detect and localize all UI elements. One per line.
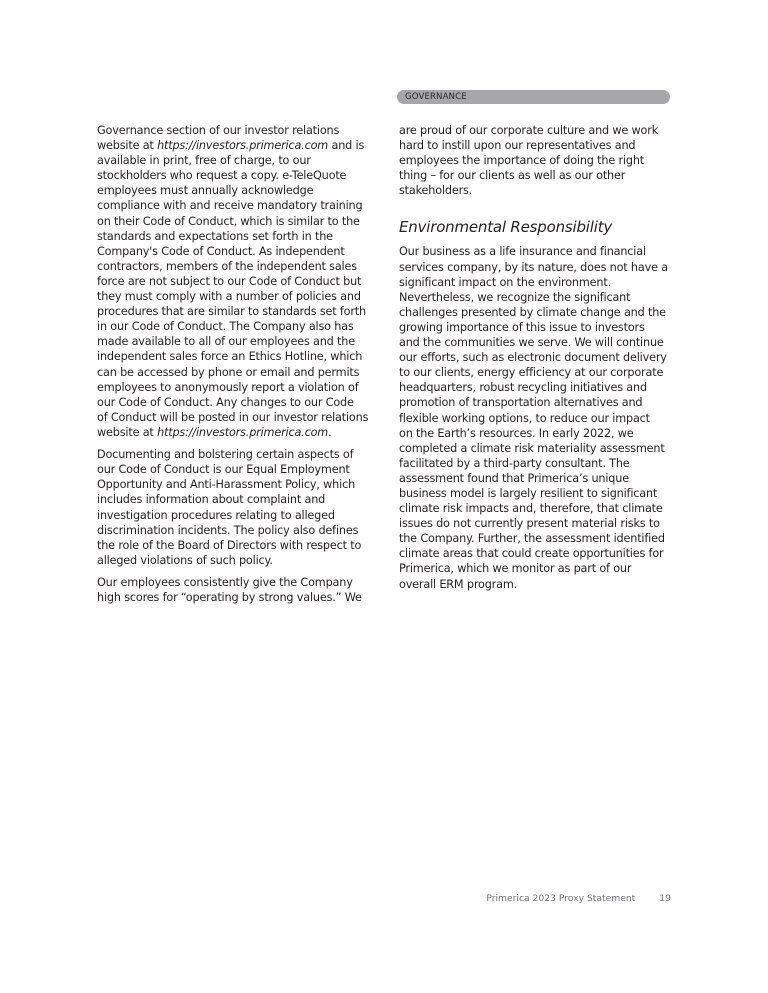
text-line: are proud of our corporate culture and we work bbox=[399, 124, 659, 137]
text-line: they must comply with a number of policies and bbox=[97, 290, 361, 304]
text-line: the Company. Further, the assessment identified bbox=[399, 532, 665, 546]
text-line: compliance with and receive mandatory training bbox=[97, 199, 363, 213]
text-line: procedures that are similar to standards set forth bbox=[97, 305, 366, 319]
paragraph-corporate-culture bbox=[399, 123, 673, 198]
paragraph-code-of-conduct bbox=[97, 123, 373, 440]
footer-document-title: Primerica 2023 Proxy Statement bbox=[486, 893, 636, 904]
paragraph-environmental bbox=[399, 244, 673, 591]
text-line: employees must annually acknowledge bbox=[97, 184, 314, 198]
text-line: significant impact on the environment. bbox=[399, 275, 611, 289]
section-tag-governance bbox=[397, 90, 670, 104]
text-line: Company's Code of Conduct. As independent bbox=[97, 244, 345, 258]
text-line: stockholders who request a copy. e-TeleQuote bbox=[97, 169, 347, 183]
text-line: Our business as a life insurance and financial bbox=[399, 245, 646, 259]
text-line: Nevertheless, we recognize the significant bbox=[399, 290, 631, 304]
left-column bbox=[97, 123, 373, 612]
text-line: to our clients, energy efficiency at our corporate bbox=[399, 366, 664, 380]
text-line: our efforts, such as electronic document delivery bbox=[399, 351, 667, 365]
text-line: hard to instill upon our representatives and bbox=[399, 139, 636, 153]
text-line: our Code of Conduct. Any changes to our Code bbox=[97, 395, 354, 409]
url-link-text: https://investors.primerica.com bbox=[157, 425, 329, 439]
text-line: force are not subject to our Code of Conduct but bbox=[97, 274, 362, 288]
text-line: high scores for “operating by strong values.” We bbox=[97, 591, 362, 605]
text-line: issues do not currently present material risks to bbox=[399, 517, 660, 531]
text-line: website at https://investors.primerica.com and is bbox=[97, 139, 365, 153]
text-line: stakeholders. bbox=[399, 184, 473, 198]
text-line: website at https://investors.primerica.com. bbox=[97, 425, 332, 439]
text-line: Primerica, which we monitor as part of our bbox=[399, 562, 632, 576]
text-line: our Code of Conduct is our Equal Employment bbox=[97, 463, 350, 477]
text-line: in our Code of Conduct. The Company also has bbox=[97, 320, 354, 334]
text-line: can be accessed by phone or email and permits bbox=[97, 365, 360, 379]
text-line: standards and expectations set forth in the bbox=[97, 229, 333, 243]
text-line: Documenting and bolstering certain aspects of bbox=[97, 448, 354, 462]
text-line: thing – for our clients as well as our other bbox=[399, 169, 626, 183]
text-line: and the communities we serve. We will continue bbox=[399, 336, 664, 350]
section-tag-label: GOVERNANCE bbox=[405, 92, 467, 102]
text-line: assessment found that Primerica’s unique bbox=[399, 471, 629, 485]
text-line: growing importance of this issue to investors bbox=[399, 320, 645, 334]
text-line: services company, by its nature, does not have a bbox=[399, 260, 668, 274]
text-line: facilitated by a third-party consultant. The bbox=[399, 456, 630, 470]
text-line: Our employees consistently give the Company bbox=[97, 576, 353, 590]
text-line: independent sales force an Ethics Hotline, which bbox=[97, 350, 363, 364]
text-line: alleged violations of such policy. bbox=[97, 553, 273, 567]
text-line: on the Earth’s resources. In early 2022, we bbox=[399, 426, 634, 440]
text-line: on their Code of Conduct, which is similar to the bbox=[97, 214, 360, 228]
heading-environmental-responsibility: Environmental Responsibility bbox=[399, 218, 613, 237]
page-footer bbox=[460, 893, 671, 905]
text-line: made available to all of our employees and the bbox=[97, 335, 355, 349]
text-line: includes information about complaint and bbox=[97, 493, 326, 507]
text-line: the role of the Board of Directors with respect to bbox=[97, 538, 362, 552]
text-line: employees the importance of doing the right bbox=[399, 154, 645, 168]
text-line: investigation procedures relating to alleged bbox=[97, 508, 335, 522]
text-line: headquarters, robust recycling initiatives and bbox=[399, 381, 647, 395]
text-line: Opportunity and Anti-Harassment Policy, which bbox=[97, 478, 356, 492]
paragraph-strong-values bbox=[97, 575, 373, 605]
paragraph-eeo-policy bbox=[97, 447, 373, 568]
text-line: discrimination incidents. The policy also defines bbox=[97, 523, 359, 537]
text-line: employees to anonymously report a violation of bbox=[97, 380, 359, 394]
url-link-text: https://investors.primerica.com bbox=[157, 139, 329, 153]
right-column bbox=[399, 123, 673, 599]
text-line: climate risk impacts and, therefore, that climate bbox=[399, 502, 663, 516]
text-line: promotion of transportation alternatives and bbox=[399, 396, 643, 410]
text-line: challenges presented by climate change and the bbox=[399, 305, 666, 319]
footer-page-number: 19 bbox=[659, 893, 671, 904]
text-line: completed a climate risk materiality assessment bbox=[399, 441, 665, 455]
text-line: climate areas that could create opportunities for bbox=[399, 547, 664, 561]
text-line: contractors, members of the independent sales bbox=[97, 259, 357, 273]
text-line: available in print, free of charge, to our bbox=[97, 154, 311, 168]
text-line: business model is largely resilient to significant bbox=[399, 486, 658, 500]
text-line: Governance section of our investor relations bbox=[97, 124, 340, 137]
text-line: of Conduct will be posted in our investor relations bbox=[97, 410, 369, 424]
text-line: overall ERM program. bbox=[399, 577, 518, 591]
text-line: flexible working options, to reduce our impact bbox=[399, 411, 650, 425]
